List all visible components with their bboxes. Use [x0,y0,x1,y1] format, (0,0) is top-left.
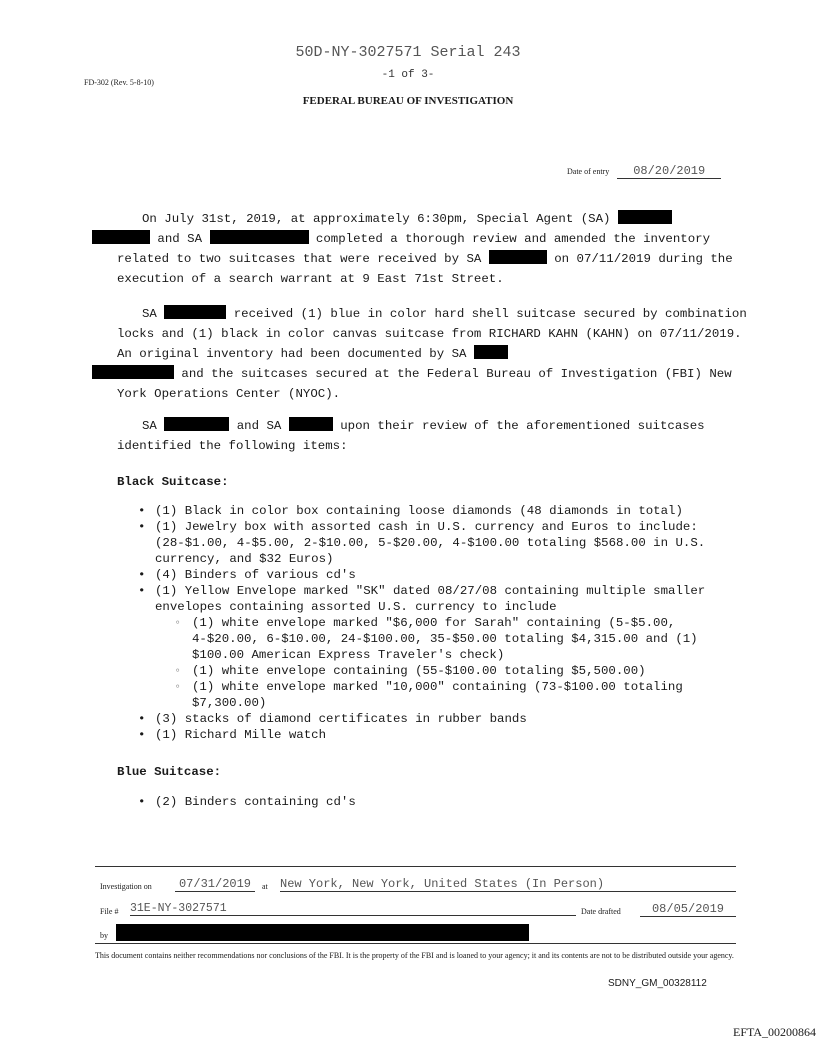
bates-number: SDNY_GM_00328112 [608,978,707,989]
black-suitcase-heading: Black Suitcase: [117,475,229,489]
envelope-sublist [155,615,749,711]
investigation-date: 07/31/2019 [175,877,255,892]
list-item-text: (1) Yellow Envelope marked "SK" dated 08/27/08 containing multiple smaller envelopes containing assorted U.S. currency to include [155,584,706,614]
list-item: • (1) Jewelry box with assorted cash in U.S. currency and Euros to include: (28-$1.00, 4-$5.00, 2-$10.00, 5-$20.00, 4-$100.00 totaling $568.00 in U.S. currency, and $32 Euros) [137,519,749,567]
file-number: 31E-NY-3027571 [130,902,576,916]
black-suitcase-list [137,503,749,743]
list-item: • (1) Richard Mille watch [137,727,749,743]
p1-text-4: on 07/11/2019 during the execution of a search warrant at 9 East 71st Street. [117,252,733,286]
date-of-entry-label: Date of entry [567,167,610,176]
redaction [210,230,309,244]
form-number: FD-302 (Rev. 5-8-10) [84,78,154,87]
date-drafted: 08/05/2019 [640,902,736,917]
by-row [100,924,736,942]
p1-text-2: and SA [150,232,210,246]
redaction [92,365,174,379]
redaction [92,230,150,244]
p3-text-2: and SA [229,419,289,433]
serial-number: 50D-NY-3027571 Serial 243 [295,44,521,61]
redaction [618,210,672,224]
redaction [489,250,547,264]
by-label: by [100,931,108,940]
file-row [100,902,736,920]
list-item: • (2) Binders containing cd's [137,794,749,810]
sub-list-item: ◦ (1) white envelope marked "$6,000 for Sarah" containing (5-$5.00, 4-$20.00, 6-$10.00, 24-$100.00, 35-$50.00 totaling $4,315.00 and (1) $100.00 American Express Traveler's check) [155,615,749,663]
p1-text-3: completed a thorough review and amended the inventory related to two suitcases that were received by SA [117,232,711,266]
investigation-location: New York, New York, United States (In Person) [280,877,736,892]
page-indicator: -1 of 3- [381,69,435,81]
date-of-entry-value: 08/20/2019 [617,164,721,179]
at-label: at [262,882,268,891]
p1-text-1: On July 31st, 2019, at approximately 6:30pm, Special Agent (SA) [142,212,618,226]
p2-text-3: and the suitcases secured at the Federal Bureau of Investigation (FBI) New York Operations Center (NYOC). [117,367,732,401]
list-item: • (4) Binders of various cd's [137,567,749,583]
list-item-with-subitems [137,583,749,711]
paragraph-1 [117,209,747,289]
redaction [289,417,333,431]
file-number-label: File # [100,907,119,916]
date-of-entry [567,164,721,179]
redaction [474,345,508,359]
agency-title: FEDERAL BUREAU OF INVESTIGATION [302,95,514,107]
list-item: • (1) Black in color box containing loose diamonds (48 diamonds in total) [137,503,749,519]
p2-text-2: received (1) blue in color hard shell suitcase secured by combination locks and (1) black in color canvas suitcase from RICHARD KAHN (KAHN) on 07/11/2019. An original inventory had been documented by SA [117,307,747,361]
p2-text-1: SA [142,307,165,321]
investigation-on-label: Investigation on [100,882,152,891]
redaction [164,417,229,431]
sub-list-item: ◦ (1) white envelope marked "10,000" containing (73-$100.00 totaling $7,300.00) [155,679,749,711]
p3-text-1: SA [142,419,165,433]
investigation-row [100,877,736,895]
sub-list-item: ◦ (1) white envelope containing (55-$100.00 totaling $5,500.00) [155,663,749,679]
p3-text-3: upon their review of the aforementioned suitcases identified the following items: [117,419,705,453]
paragraph-3 [117,416,747,456]
date-drafted-label: Date drafted [581,907,621,916]
blue-suitcase-heading: Blue Suitcase: [117,765,222,779]
footer-divider [95,943,736,944]
blue-suitcase-list [137,794,749,810]
efta-number: EFTA_00200864 [733,1025,816,1039]
footer-divider [95,866,736,867]
list-item: • (3) stacks of diamond certificates in rubber bands [137,711,749,727]
redaction [116,924,529,941]
disclaimer: This document contains neither recommendations nor conclusions of the FBI. It is the property of the FBI and is loaned to your agency; it and its contents are not to be distributed outside your agency. [95,951,734,960]
redaction [164,305,226,319]
paragraph-2 [117,304,747,404]
